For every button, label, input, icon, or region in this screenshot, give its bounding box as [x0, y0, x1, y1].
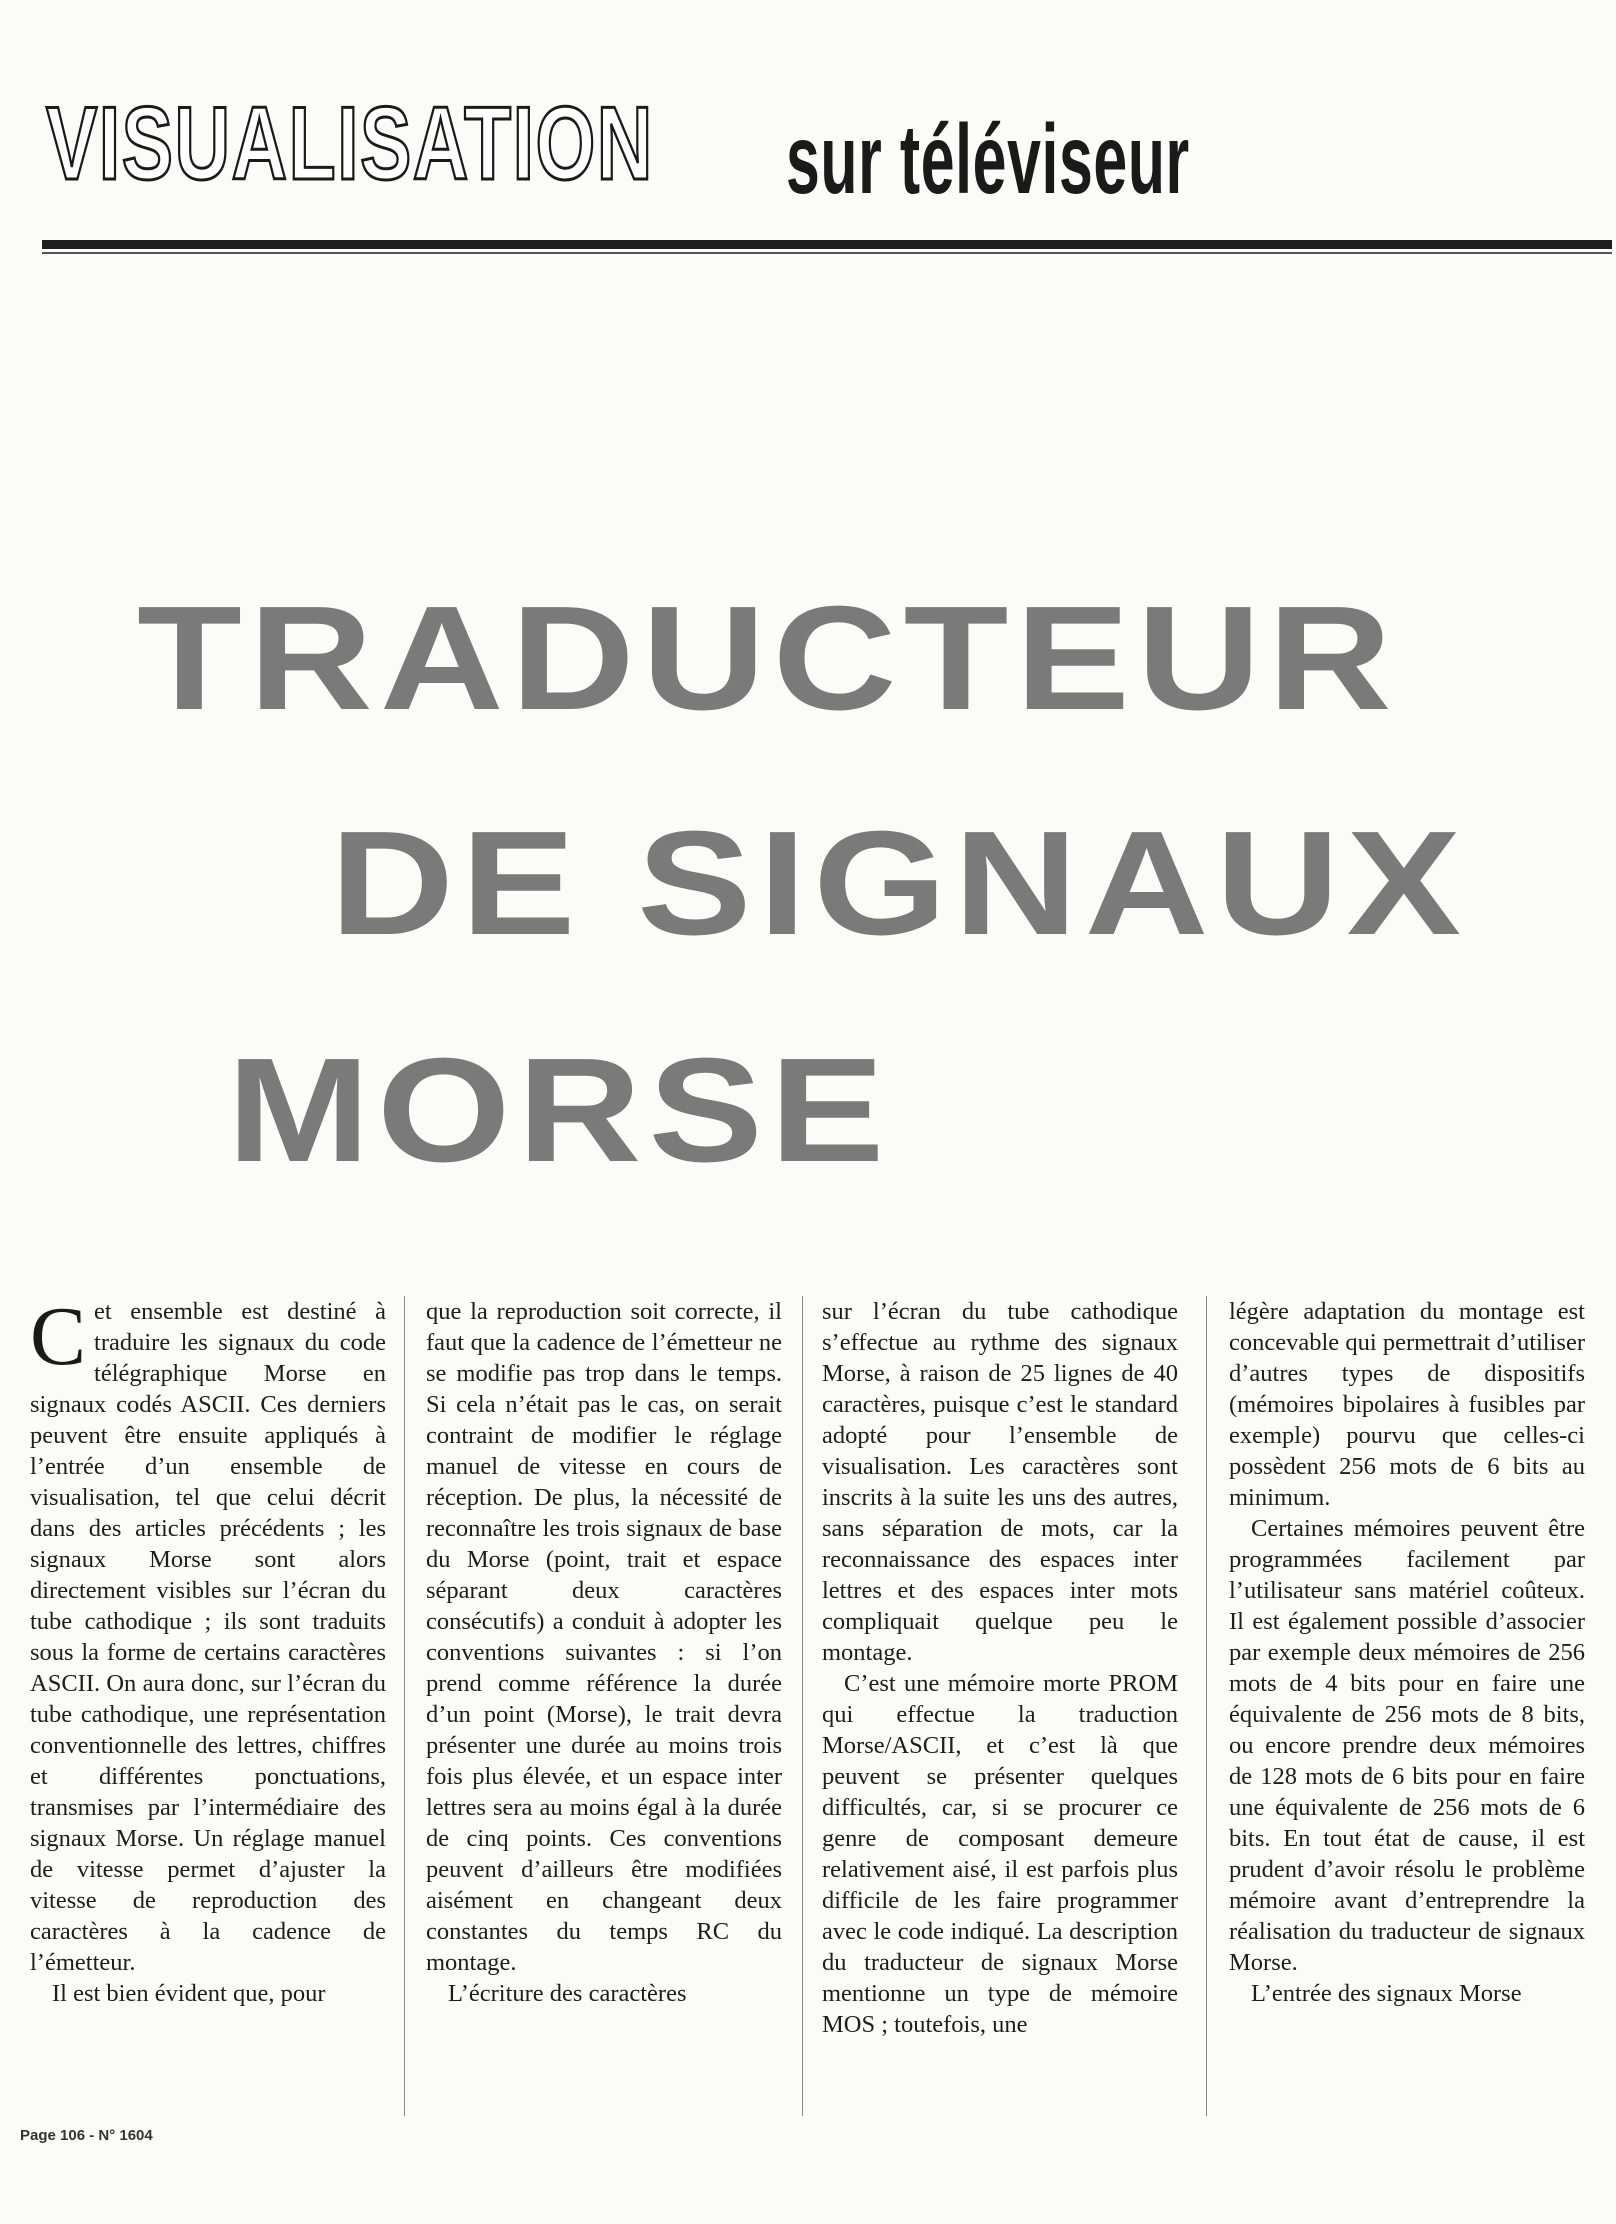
paragraph: Certaines mémoires peuvent être programmées facilement par l’utilisateur sans matériel coûteux. Il est également possible d’associer par exemple deux mémoires de 256 mots de 4 bits pour en faire une équivalente de 256 mots de 8 bits, ou encore prendre deux mémoires de 128 mots de 6 bits pour en faire une équivalente de 256 mots de 6 bits. En tout état de cause, il est prudent d’avoir résolu le problème mémoire avant d’entreprendre la réalisation du traducteur de signaux Morse. [1229, 1515, 1585, 1976]
paragraph-text: et ensemble est destiné à traduire les signaux du code télégraphique Morse en signaux codés ASCII. Ces derniers peuvent être ensuite appliqués à l’entrée d’un ensemble de visualisation, tel que celui décrit dans des articles précédents ; les signaux Morse sont alors directement visibles sur l’écran du tube cathodique ; ils sont traduits sous la forme de certains caractères ASCII. On aura donc, sur l’écran du tube cathodique, une représentation conventionnelle des lettres, chiffres et différentes ponctuations, transmises par l’intermédiaire des signaux Morse. Un réglage manuel de vitesse permet d’ajuster la vitesse de reproduction des caractères à la cadence de l’émetteur. [30, 1298, 386, 1976]
column-divider [404, 1296, 405, 2116]
paragraph: légère adaptation du montage est concevable qui permettrait d’utiliser d’autres types de dispositifs (mémoires bipolaires à fusibles par exemple) pourvu que celles-ci possèdent 256 mots de 6 bits au minimum. [1229, 1298, 1585, 1511]
paragraph: L’écriture des caractères [448, 1980, 687, 2007]
article-column-4 [1229, 1296, 1585, 2009]
title-line-3: MORSE [227, 1028, 892, 1193]
page-footer: Page 106 - N° 1604 [20, 2127, 153, 2144]
drop-cap: C [30, 1290, 87, 1383]
article-column-2 [426, 1296, 782, 2009]
header-rule [42, 240, 1612, 249]
article-column-1 [30, 1290, 386, 2009]
paragraph: C’est une mémoire morte PROM qui effectue la traduction Morse/ASCII, et c’est là que peuvent se présenter quelques difficultés, car, si se procurer ce genre de composant demeure relativement aisé, il est parfois plus difficile de les faire programmer avec le code indiqué. La description du traducteur de signaux Morse mentionne un type de mémoire MOS ; toutefois, une [822, 1670, 1178, 2038]
column-divider [1206, 1296, 1207, 2116]
paragraph: Il est bien évident que, pour [52, 1980, 326, 2007]
paragraph: sur l’écran du tube cathodique s’effectue au rythme des signaux Morse, à raison de 25 lignes de 40 caractères, puisque c’est le standard adopté pour l’ensemble de visualisation. Les caractères sont inscrits à la suite les uns des autres, sans séparation de mots, car la reconnaissance des espaces inter lettres et des espaces inter mots compliquait quelque peu le montage. [822, 1298, 1178, 1666]
header-rule-thin [42, 252, 1612, 254]
paragraph: L’entrée des signaux Morse [1251, 1980, 1522, 2007]
section-kicker: VISUALISATION [46, 86, 654, 202]
article-column-3 [822, 1296, 1178, 2040]
paragraph: que la reproduction soit correcte, il faut que la cadence de l’émetteur ne se modifie pas trop dans le temps. Si cela n’était pas le cas, on serait contraint de modifier le réglage manuel de vitesse en cours de réception. De plus, la nécessité de reconnaître les trois signaux de base du Morse (point, trait et espace séparant deux caractères consécutifs) a conduit à adopter les conventions suivantes : si l’on prend comme référence la durée d’un point (Morse), le trait devra présenter une durée au moins trois fois plus élevée, et un espace inter lettres sera au moins égal à la durée de cinq points. Ces conventions peuvent d’ailleurs être modifiées aisément en changeant deux constantes du temps RC du montage. [426, 1298, 782, 1976]
section-subkicker: sur téléviseur [786, 104, 1190, 214]
column-divider [802, 1296, 803, 2116]
title-line-1: TRADUCTEUR [137, 576, 1399, 741]
header [46, 86, 1546, 222]
title-line-2: DE SIGNAUX [330, 801, 1468, 966]
paragraph [30, 1290, 386, 1978]
